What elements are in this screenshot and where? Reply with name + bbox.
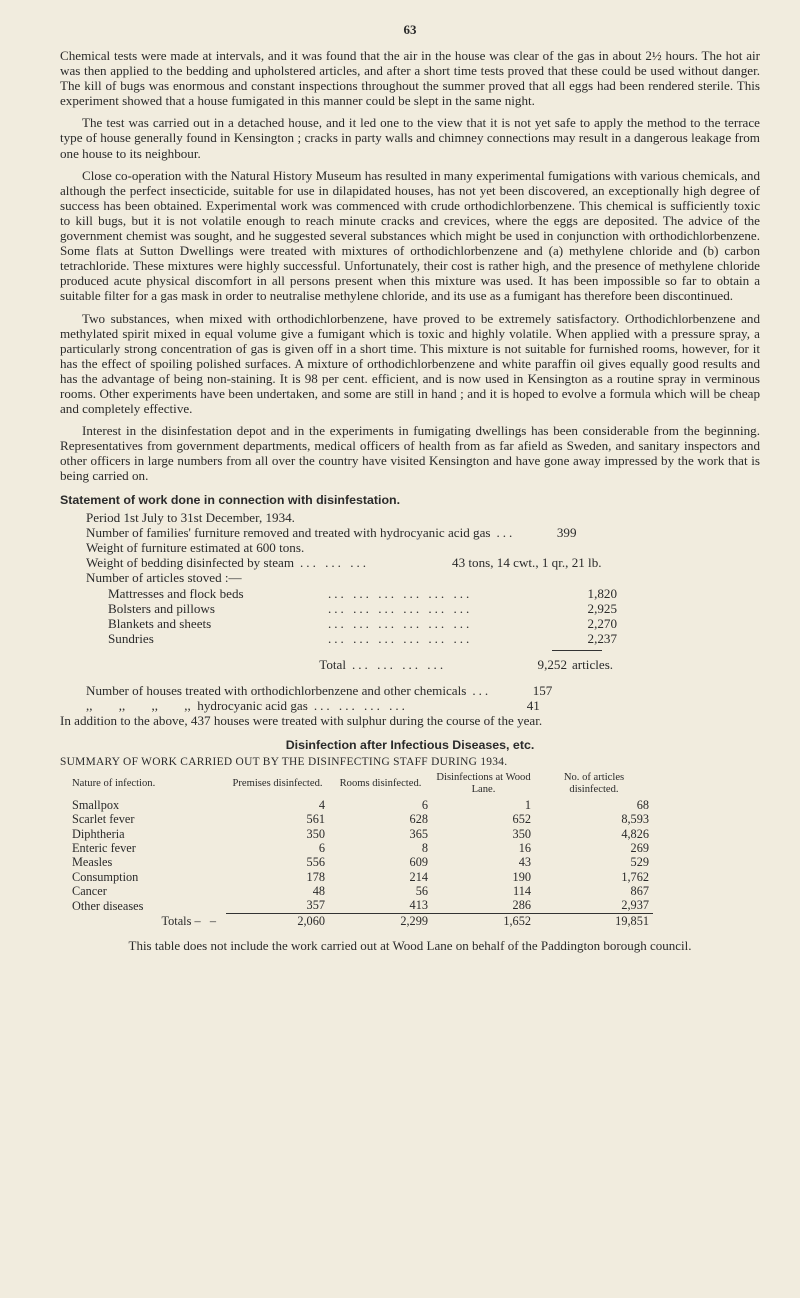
article-label: Sundries xyxy=(108,631,154,647)
totals-articles: 19,851 xyxy=(615,913,649,928)
articles-value: 68 xyxy=(636,798,649,813)
statement-heading: Statement of work done in connection with disinfestation. xyxy=(60,492,401,507)
article-row xyxy=(86,616,760,631)
premises-value: 357 xyxy=(306,898,325,913)
leader-dots: ... ... ... ... ... ... xyxy=(328,631,473,647)
total-unit: articles. xyxy=(572,657,614,673)
totals-wood-lane: 1,652 xyxy=(503,913,531,928)
wood-lane-value: 16 xyxy=(518,841,531,856)
articles-value: 8,593 xyxy=(621,812,649,827)
articles-value: 529 xyxy=(630,855,649,870)
bedding-label: Weight of bedding disinfected by steam xyxy=(86,555,295,571)
column-header: No. of articles disinfected. xyxy=(563,772,625,795)
disease-name: Other diseases xyxy=(72,898,144,913)
premises-value: 48 xyxy=(312,883,325,898)
rooms-value: 6 xyxy=(421,798,428,813)
table-row xyxy=(68,884,653,898)
rooms-value: 609 xyxy=(409,855,428,870)
families-row xyxy=(86,525,760,540)
houses-ortho-label: Number of houses treated with orthodichlorbenzene and other chemicals xyxy=(86,682,467,698)
disease-name: Scarlet fever xyxy=(72,812,135,827)
column-header: Nature of infection. xyxy=(72,777,156,789)
table-footnote: This table does not include the work carried out at Wood Lane on behalf of the Paddington borough council. xyxy=(128,937,692,953)
articles-value: 2,937 xyxy=(621,898,649,913)
premises-value: 561 xyxy=(306,812,325,827)
table-row xyxy=(68,798,653,812)
paragraph: Interest in the disinfestation depot and in the experiments in fumigating dwellings has been considerable from the beginning. Representatives from government departments, medical officers of health from as far afield as Sweden, and sanitary inspectors and other officers in large numbers from all over the country have visited Kensington and have gone away impressed by the work that is being carried on. xyxy=(60,423,760,484)
statement-block xyxy=(86,510,760,713)
paragraph: Close co-operation with the Natural History Museum has resulted in many experimental fumigations with various chemicals, and although the perfect insecticide, suitable for use in dilapidated houses, has not yet been discovered, an exceptionally high degree of success has been obtained. Experimental work was commenced with crude orthodichlorbenzene. This chemical is sufficiently toxic to kill bugs, but it is not volatile enough to reach minute cracks and crevices, where the eggs are deposited. The advice of the government chemist was sought, and he suggested several substances which might be used in conjunction with orthodichlorbenzene. Some flats at Sutton Dwellings were treated with mixtures of orthodichlorbenzene and (a) methylene chloride and (b) carbon tetrachloride. These mixtures were highly successful. Unfortunately, their cost is rather high, and the presence of methylene chloride produced acute physical discomfort in all persons present when this mixture was used. It has been impossible so far to obtain a suitable filter for a gas mask in order to neutralise methylene chloride, and its use as a fumigant has therefore been discontinued. xyxy=(60,167,760,304)
table-row xyxy=(68,812,653,826)
wood-lane-value: 114 xyxy=(513,883,531,898)
article-label: Bolsters and pillows xyxy=(108,600,215,616)
bedding-value: 43 tons, 14 cwt., 1 qr., 21 lb. xyxy=(452,555,602,571)
disease-name: Smallpox xyxy=(72,798,120,813)
article-label: Blankets and sheets xyxy=(108,615,212,631)
families-label: Number of families' furniture removed and treated with hydrocyanic acid gas xyxy=(86,524,491,540)
article-value: 1,820 xyxy=(587,585,617,601)
table-row xyxy=(68,870,653,884)
leader-dots: ... ... ... ... xyxy=(313,697,408,713)
column-header: Rooms disinfected. xyxy=(339,777,422,789)
articles-value: 4,826 xyxy=(621,826,649,841)
statement-period: Period 1st July to 31st December, 1934. xyxy=(86,509,295,525)
wood-lane-value: 652 xyxy=(512,812,531,827)
premises-value: 556 xyxy=(306,855,325,870)
article-row xyxy=(86,601,760,616)
premises-value: 4 xyxy=(318,798,325,813)
column-header: Disinfections at Wood Lane. xyxy=(436,772,531,795)
disease-name: Consumption xyxy=(72,869,139,884)
articles-value: 867 xyxy=(630,883,649,898)
leader-dots: ... ... ... ... ... ... xyxy=(328,585,473,601)
articles-value: 269 xyxy=(630,841,649,856)
wood-lane-value: 286 xyxy=(512,898,531,913)
rooms-value: 413 xyxy=(409,898,428,913)
leader-dots: ... ... ... ... xyxy=(352,657,447,673)
rooms-value: 56 xyxy=(415,883,428,898)
paragraph: Chemical tests were made at intervals, and it was found that the air in the house was clear of the gas in about 2½ hours. The hot air was then applied to the bedding and upholstered articles, and after a short time tests proved that these could be used without danger. The kill of bugs was enormous and constant inspections throughout the summer proved that all eggs had been rendered sterile. This experiment showed that a house fumigated in this manner could be slept in the same night. xyxy=(60,48,760,109)
article-label: Mattresses and flock beds xyxy=(108,585,244,601)
disease-name: Enteric fever xyxy=(72,841,136,856)
disease-name: Measles xyxy=(72,855,113,870)
total-label: Total xyxy=(319,657,346,673)
articles-value: 1,762 xyxy=(621,869,649,884)
leader-dots: ... ... ... xyxy=(300,555,370,571)
furniture-weight: Weight of furniture estimated at 600 tons. xyxy=(86,539,305,555)
table-row xyxy=(68,855,653,869)
premises-value: 6 xyxy=(318,841,325,856)
paragraph: The test was carried out in a detached house, and it led one to the view that it is not yet safe to apply the method to the terrace type of house generally found in Kensington ; cracks in party walls and chimney connections may result in a dangerous leakage from one house to its neighbour. xyxy=(60,115,760,161)
rooms-value: 8 xyxy=(421,841,428,856)
houses-ortho-value: 157 xyxy=(532,682,553,698)
article-row xyxy=(86,586,760,601)
total-value: 9,252 xyxy=(537,657,567,673)
article-value: 2,270 xyxy=(587,615,617,631)
bedding-row xyxy=(86,555,760,570)
total-rule xyxy=(552,650,602,651)
leader-dots: ... xyxy=(496,524,516,540)
article-row xyxy=(86,631,760,646)
wood-lane-value: 43 xyxy=(518,855,531,870)
sulphur-note: In addition to the above, 437 houses were treated with sulphur during the course of the year. xyxy=(60,712,543,728)
summary-title: SUMMARY OF WORK CARRIED OUT BY THE DISINFECTING STAFF DURING 1934. xyxy=(60,756,508,769)
table-row xyxy=(68,841,653,855)
table-row xyxy=(68,827,653,841)
rooms-value: 365 xyxy=(409,826,428,841)
table-body xyxy=(68,798,653,928)
table-row xyxy=(68,898,653,913)
families-value: 399 xyxy=(556,524,577,540)
rooms-value: 214 xyxy=(409,869,428,884)
article-value: 2,925 xyxy=(587,600,617,616)
article-value: 2,237 xyxy=(587,631,617,647)
disinfection-heading: Disinfection after Infectious Diseases, etc. xyxy=(285,738,535,753)
articles-total-row xyxy=(86,657,760,672)
leader-dots: ... xyxy=(472,682,492,698)
rooms-value: 628 xyxy=(409,812,428,827)
premises-value: 350 xyxy=(306,826,325,841)
wood-lane-value: 350 xyxy=(512,826,531,841)
houses-hcn-label: ,, ,, ,, ,, hydrocyanic acid gas xyxy=(86,697,308,713)
wood-lane-value: 190 xyxy=(512,869,531,884)
houses-hcn-value: 41 xyxy=(526,697,540,713)
page-number: 63 xyxy=(403,22,417,37)
totals-rooms: 2,299 xyxy=(400,913,428,928)
leader-dots: ... ... ... ... ... ... xyxy=(328,615,473,631)
totals-row xyxy=(68,914,653,928)
stoved-label: Number of articles stoved :— xyxy=(86,570,242,586)
page xyxy=(60,22,760,953)
disinfection-table xyxy=(68,772,653,928)
table-header-row xyxy=(68,772,653,798)
disease-name: Diphtheria xyxy=(72,826,125,841)
column-header: Premises disinfected. xyxy=(232,777,323,789)
paragraph: Two substances, when mixed with orthodichlorbenzene, have proved to be extremely satisfactory. Orthodichlorbenzene and methylated spirit mixed in equal volume give a fumigant which is toxic and highly volatile. When applied with a pressure spray, a particularly strong concentration of gas is given off in a short time. This mixture is not suitable for furnished rooms, however, for it has the effect of spoiling polished surfaces. A mixture of orthodichlorbenzene and white paraffin oil gives equally good results and has the advantage of being non-staining. It is 98 per cent. efficient, and is now used in Kensington as a routine spray in verminous rooms. Other experiments have been undertaken, and some are still in hand ; and it is hoped to evolve a formula which will be cheap and completely effective. xyxy=(60,310,760,417)
leader-dots: ... ... ... ... ... ... xyxy=(328,600,473,616)
totals-premises: 2,060 xyxy=(297,913,325,928)
houses-hcn-row xyxy=(86,698,760,713)
premises-value: 178 xyxy=(306,869,325,884)
houses-ortho-row xyxy=(86,683,760,698)
wood-lane-value: 1 xyxy=(524,798,531,813)
totals-label: Totals – – xyxy=(161,913,216,928)
disease-name: Cancer xyxy=(72,883,107,898)
